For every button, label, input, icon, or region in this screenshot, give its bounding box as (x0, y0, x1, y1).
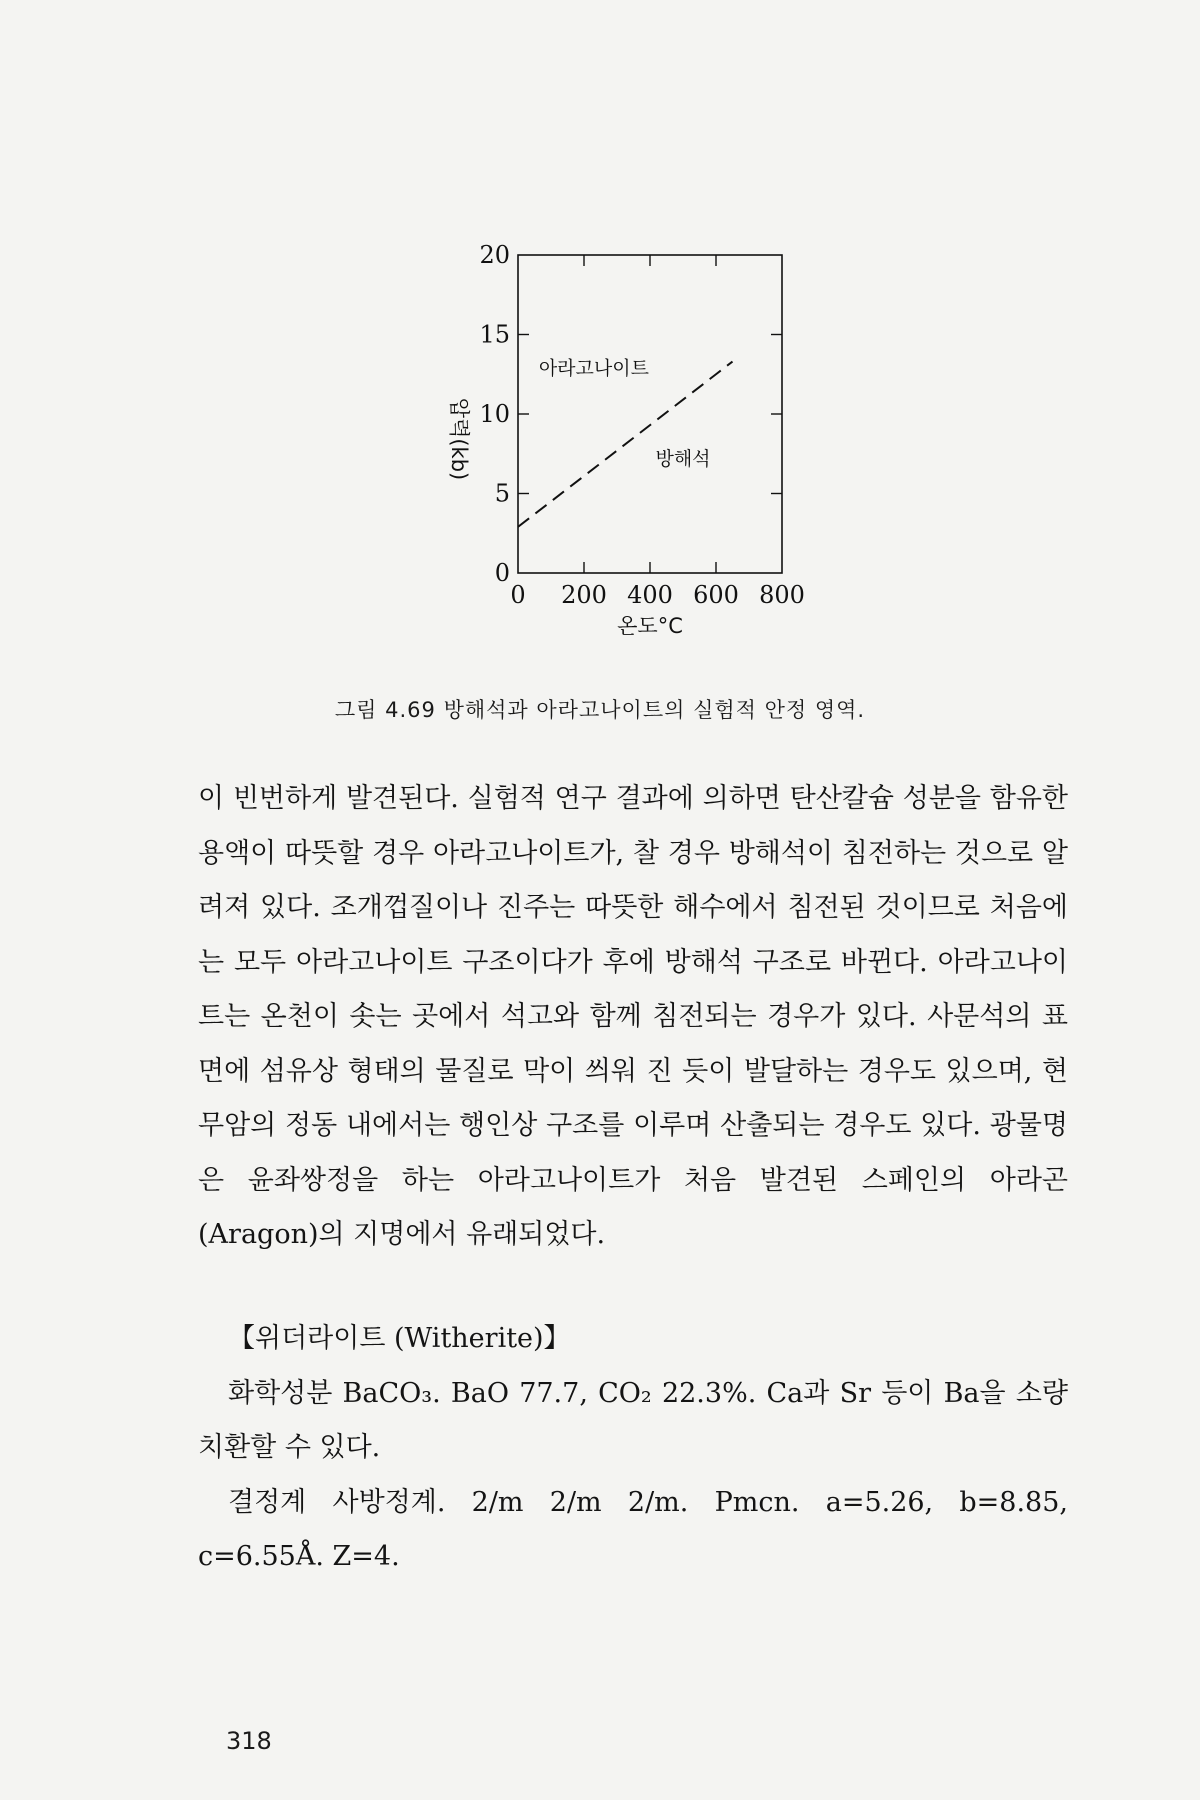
page-number: 318 (226, 1727, 272, 1755)
y-tick-label: 0 (494, 559, 510, 587)
x-tick-label: 200 (561, 581, 607, 609)
mineral-heading: 【위더라이트 (Witherite)】 (228, 1323, 571, 1354)
y-axis-label: 압력(kb) (447, 397, 471, 481)
chart-frame (518, 255, 782, 573)
region-label: 아라고나이트 (538, 357, 649, 380)
pressure-temperature-chart (440, 230, 840, 650)
x-tick-label: 400 (627, 581, 673, 609)
chart-series (518, 362, 733, 527)
body-paragraph: 이 빈번하게 발견된다. 실험적 연구 결과에 의하면 탄산칼슘 성분을 함유한 용액이 따뜻할 경우 아라고나이트가, 찰 경우 방해석이 침전하는 것으로 알려져 있다. 조개껍질이나 진주는 따뜻한 해수에서 침전된 것이므로 처음에는 모두 아라고나이트 구조이다가 후에 방해석 구조로 바뀐다. 아라고나이트는 온천이 솟는 곳에서 석고와 함께 침전되는 경우가 있다. 사문석의 표면에 섬유상 형태의 물질로 막이 씌워 진 듯이 발달하는 경우도 있으며, 현무암의 정동 내에서는 행인상 구조를 이루며 산출되는 경우도 있다. 광물명은 윤좌쌍정을 하는 아라고나이트가 처음 발견된 스페인의 아라곤 (Aragon)의 지명에서 유래되었다. (198, 783, 1068, 1250)
crystal-system: 결정계 사방정계. 2/m 2/m 2/m. Pmcn. a=5.26, b=8.85, c=6.55Å. Z=4. (198, 1486, 1068, 1572)
y-tick-label: 5 (494, 479, 510, 508)
y-tick-label: 20 (479, 241, 510, 269)
chemical-composition: 화학성분 BaCO₃. BaO 77.7, CO₂ 22.3%. Ca과 Sr 등이 Ba을 소량 치환할 수 있다. (198, 1377, 1068, 1463)
y-tick-label: 10 (479, 400, 510, 428)
phase-boundary-line (518, 362, 733, 527)
y-tick-label: 15 (479, 320, 510, 349)
figure-caption: 그림 4.69 방해석과 아라고나이트의 실험적 안정 영역. (334, 698, 866, 722)
x-tick-label: 800 (759, 581, 805, 609)
plot-frame (518, 255, 782, 573)
chart-ticks (479, 241, 804, 609)
x-axis-label: 온도°C (617, 614, 683, 638)
region-label: 방해석 (655, 447, 711, 470)
mineral-section (198, 1312, 1068, 1585)
x-tick-label: 600 (693, 581, 739, 609)
x-tick-label: 0 (510, 581, 526, 609)
